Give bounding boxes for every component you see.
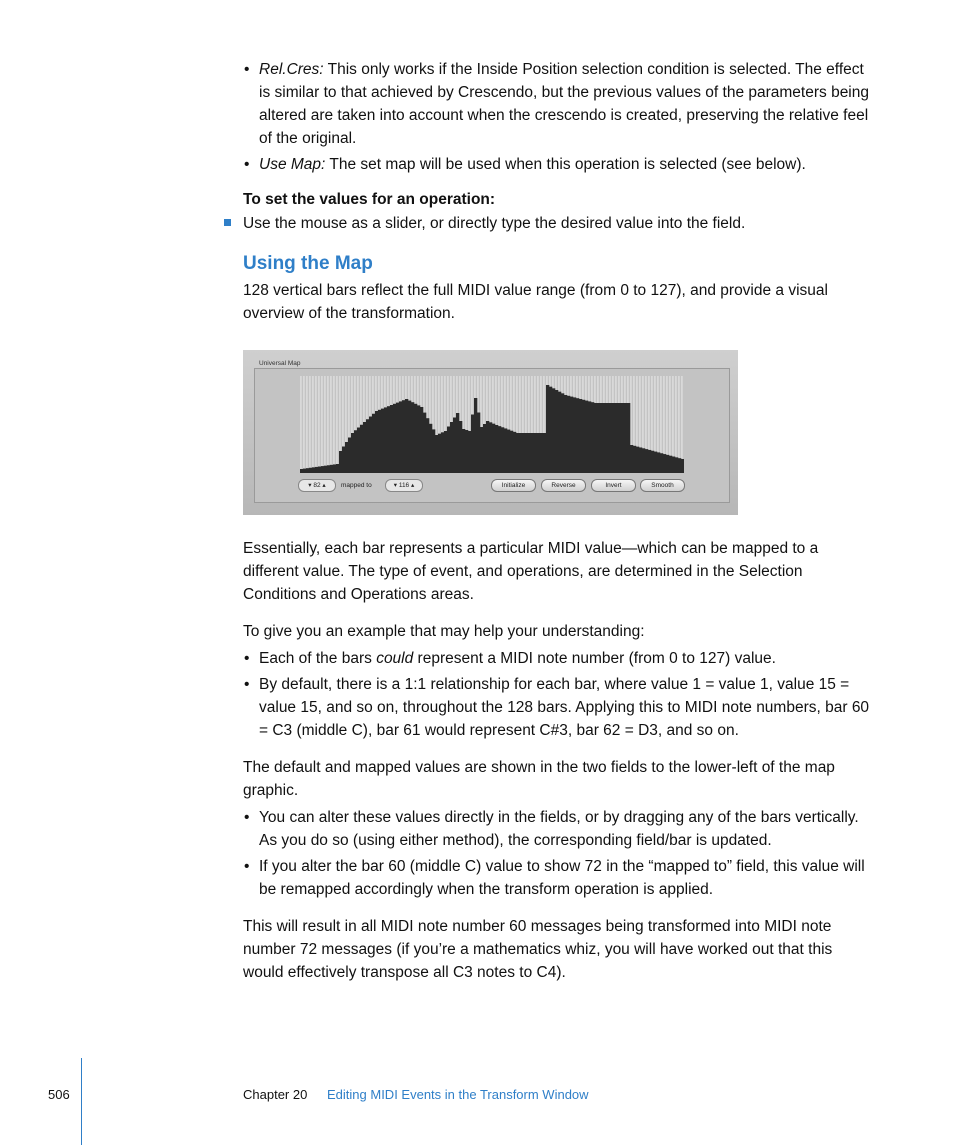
- map-bar: [657, 452, 660, 473]
- map-bar: [348, 438, 351, 474]
- map-bar: [552, 388, 555, 473]
- map-bar: [429, 424, 432, 473]
- map-bar: [453, 418, 456, 474]
- map-bar: [606, 403, 609, 473]
- map-bar: [309, 468, 312, 473]
- map-bar: [492, 424, 495, 473]
- map-bar-track: [306, 376, 308, 473]
- paragraph-result: This will result in all MIDI note number 60 messages being transformed into MIDI note number 72 messages (if you’re a mathematics whiz, you will have worked out that this would effectively transpose all C3 notes to C4).: [243, 918, 833, 981]
- map-bar: [576, 398, 579, 473]
- universal-map-screenshot: [243, 350, 738, 515]
- map-bar: [531, 433, 534, 473]
- map-bar: [381, 409, 384, 473]
- map-bar: [330, 465, 333, 473]
- map-bar: [480, 427, 483, 473]
- bullet-dot: •: [244, 61, 250, 78]
- footer-divider: [81, 1058, 82, 1145]
- map-bar: [597, 403, 600, 473]
- map-bar: [615, 403, 618, 473]
- term-use-map: Use Map:: [259, 156, 326, 173]
- map-bar: [600, 403, 603, 473]
- map-bar: [579, 399, 582, 473]
- map-bar: [390, 405, 393, 473]
- map-bar: [525, 433, 528, 473]
- map-bar: [336, 464, 339, 473]
- map-bar: [621, 403, 624, 473]
- map-bar: [498, 426, 501, 473]
- task-step: Use the mouse as a slider, or directly type the desired value into the field.: [243, 215, 746, 232]
- map-bar: [618, 403, 621, 473]
- bullet-text: By default, there is a 1:1 relationship for each bar, where value 1 = value 1, value 15 = value 15, and so on, throughout the 128 bars. Applying this to MIDI note numbers, bar 60 = C3 (middle C), bar 61 would represent C#3, bar 62 = D3, and so on.: [259, 676, 870, 739]
- map-bar-track: [330, 376, 332, 473]
- map-bar: [342, 447, 345, 474]
- paragraph-essentially: Essentially, each bar represents a particular MIDI value—which can be mapped to a different value. The type of event, and operations, are determined in the Selection Conditions and Operations areas.: [243, 540, 819, 603]
- map-bar-track: [321, 376, 323, 473]
- mapped-to-label: mapped to: [341, 482, 372, 489]
- map-bar: [450, 422, 453, 473]
- map-bar: [465, 430, 468, 473]
- map-bar: [582, 400, 585, 473]
- map-bar: [543, 433, 546, 473]
- map-bar: [303, 469, 306, 473]
- map-bar: [660, 453, 663, 473]
- step-square-icon: [224, 219, 231, 226]
- map-bar: [363, 422, 366, 473]
- map-bar-track: [309, 376, 311, 473]
- map-bar: [345, 442, 348, 473]
- map-bar: [408, 401, 411, 473]
- task-heading: To set the values for an operation:: [243, 191, 496, 208]
- map-bar: [540, 433, 543, 473]
- map-bar: [438, 434, 441, 473]
- map-bar-track: [303, 376, 305, 473]
- bullet-dot: •: [244, 809, 250, 826]
- bullet-text: represent a MIDI note number (from 0 to 127) value.: [413, 650, 776, 667]
- map-bar: [648, 450, 651, 473]
- map-bar: [468, 431, 471, 473]
- map-bar: [384, 407, 387, 473]
- map-bar: [558, 392, 561, 473]
- map-bar: [519, 433, 522, 473]
- map-bar: [507, 430, 510, 473]
- map-bar: [459, 421, 462, 473]
- map-bar: [426, 418, 429, 473]
- map-bar: [678, 458, 681, 473]
- map-bar: [537, 433, 540, 473]
- map-bar: [651, 451, 654, 473]
- map-bar: [447, 427, 450, 474]
- map-bar: [423, 413, 426, 473]
- map-bar: [333, 464, 336, 473]
- footer-chapter-title: Editing MIDI Events in the Transform Window: [327, 1087, 589, 1102]
- map-bar: [312, 467, 315, 473]
- bullet-dot: •: [244, 676, 250, 693]
- section-title: Using the Map: [243, 253, 373, 274]
- map-bar: [501, 427, 504, 473]
- bullet-emphasis: could: [376, 650, 414, 667]
- map-bar-track: [318, 376, 320, 473]
- map-bar: [474, 398, 477, 473]
- map-bar: [669, 456, 672, 473]
- map-bar: [636, 447, 639, 473]
- map-bar: [609, 403, 612, 473]
- map-bar-track: [333, 376, 335, 473]
- map-bar: [489, 422, 492, 473]
- map-bar: [444, 431, 447, 473]
- map-bar: [324, 466, 327, 473]
- map-bar: [672, 457, 675, 473]
- map-bar: [633, 446, 636, 473]
- footer-chapter: Chapter 20: [243, 1087, 308, 1102]
- map-bar: [318, 467, 321, 474]
- map-bar: [516, 433, 519, 473]
- map-bar: [471, 415, 474, 474]
- map-bar: [639, 447, 642, 473]
- map-bar: [564, 395, 567, 473]
- bullet-text: Each of the bars: [259, 650, 377, 667]
- value-field[interactable]: ▾ 82 ▴: [298, 479, 336, 492]
- map-bar: [354, 430, 357, 473]
- map-bar: [435, 435, 438, 473]
- bullet-dot: •: [244, 156, 250, 173]
- map-bar: [654, 452, 657, 473]
- map-bar: [513, 432, 516, 473]
- mapped-field-text: 116: [398, 482, 410, 489]
- map-bar: [522, 433, 525, 473]
- map-bar: [456, 413, 459, 473]
- map-bar: [486, 421, 489, 473]
- map-bar: [567, 396, 570, 473]
- map-bar: [504, 428, 507, 473]
- map-bar: [402, 400, 405, 473]
- map-bar: [585, 401, 588, 473]
- intro-paragraph: 128 vertical bars reflect the full MIDI value range (from 0 to 127), and provide a visual overview of the transformation.: [243, 282, 828, 322]
- page-number: 506: [48, 1087, 70, 1102]
- paragraph-default-mapped: The default and mapped values are shown in the two fields to the lower-left of the map graphic.: [243, 759, 835, 799]
- map-bar: [327, 465, 330, 473]
- initialize-button[interactable]: Initialize: [491, 479, 536, 492]
- map-bars[interactable]: [300, 376, 684, 473]
- map-bar: [411, 402, 414, 473]
- map-bar-track: [327, 376, 329, 473]
- map-bar: [441, 432, 444, 473]
- map-bar: [627, 403, 630, 473]
- map-bar: [477, 413, 480, 474]
- map-bar: [594, 403, 597, 473]
- map-bar: [357, 428, 360, 474]
- map-bar: [360, 425, 363, 473]
- map-title: Universal Map: [259, 360, 301, 367]
- map-bar: [375, 411, 378, 473]
- map-bar: [591, 402, 594, 473]
- map-bar: [549, 387, 552, 473]
- map-bar: [573, 397, 576, 473]
- map-bar: [675, 457, 678, 473]
- smooth-button[interactable]: Smooth: [640, 479, 685, 492]
- map-bar: [624, 403, 627, 473]
- map-bar: [369, 417, 372, 474]
- mapped-field[interactable]: ▾ 116 ▴: [385, 479, 423, 492]
- map-bar: [510, 431, 513, 473]
- map-bar-track: [312, 376, 314, 473]
- map-bar: [495, 425, 498, 473]
- map-bar: [663, 454, 666, 473]
- map-bar: [555, 390, 558, 473]
- map-bar: [351, 433, 354, 473]
- map-bar: [432, 429, 435, 473]
- map-bar: [630, 445, 633, 473]
- bullet-text: You can alter these values directly in the fields, or by dragging any of the bars vertically. As you do so (using either method), the corresponding field/bar is updated.: [259, 809, 859, 849]
- map-bar: [372, 414, 375, 473]
- map-bar: [393, 404, 396, 473]
- map-bar: [339, 451, 342, 473]
- map-bar: [612, 403, 615, 473]
- bullet-dot: •: [244, 650, 250, 667]
- map-bar: [420, 407, 423, 473]
- map-bar: [483, 424, 486, 473]
- text-rel-cres: This only works if the Inside Position selection condition is selected. The effect is similar to that achieved by Crescendo, but the previous values of the parameters being altered are taken into account when the crescendo is created, preserving the relative feel of the original.: [259, 61, 869, 147]
- value-field-text: 82: [313, 482, 321, 489]
- map-bar: [321, 466, 324, 473]
- map-bar: [417, 405, 420, 473]
- map-bar: [642, 448, 645, 473]
- map-bar: [366, 419, 369, 473]
- map-bar-track: [315, 376, 317, 473]
- map-bar: [666, 455, 669, 473]
- bullet-dot: •: [244, 858, 250, 875]
- text-use-map: The set map will be used when this operation is selected (see below).: [325, 156, 806, 173]
- map-bar: [306, 468, 309, 473]
- map-bar-track: [336, 376, 338, 473]
- map-bar: [534, 433, 537, 473]
- map-bar: [300, 469, 303, 473]
- map-bar: [414, 404, 417, 473]
- map-bar: [396, 403, 399, 473]
- map-bar-track: [324, 376, 326, 473]
- map-bar: [405, 399, 408, 473]
- map-bar: [561, 393, 564, 473]
- bullet-text: If you alter the bar 60 (middle C) value to show 72 in the “mapped to” field, this value will be remapped accordingly when the transform operation is applied.: [259, 858, 865, 898]
- map-bar: [570, 397, 573, 473]
- map-bar: [588, 401, 591, 473]
- map-bar: [399, 401, 402, 473]
- term-rel-cres: Rel.Cres:: [259, 61, 324, 78]
- reverse-button[interactable]: Reverse: [541, 479, 586, 492]
- map-bar: [378, 410, 381, 473]
- paragraph-example: To give you an example that may help your understanding:: [243, 623, 645, 640]
- map-bar: [681, 459, 684, 473]
- map-bar: [315, 467, 318, 473]
- map-bar-track: [300, 376, 302, 473]
- map-bar: [528, 433, 531, 473]
- map-bar: [603, 403, 606, 473]
- invert-button[interactable]: Invert: [591, 479, 636, 492]
- map-bar: [462, 429, 465, 473]
- map-bar: [546, 385, 549, 473]
- map-bar: [645, 449, 648, 473]
- map-bar: [387, 406, 390, 473]
